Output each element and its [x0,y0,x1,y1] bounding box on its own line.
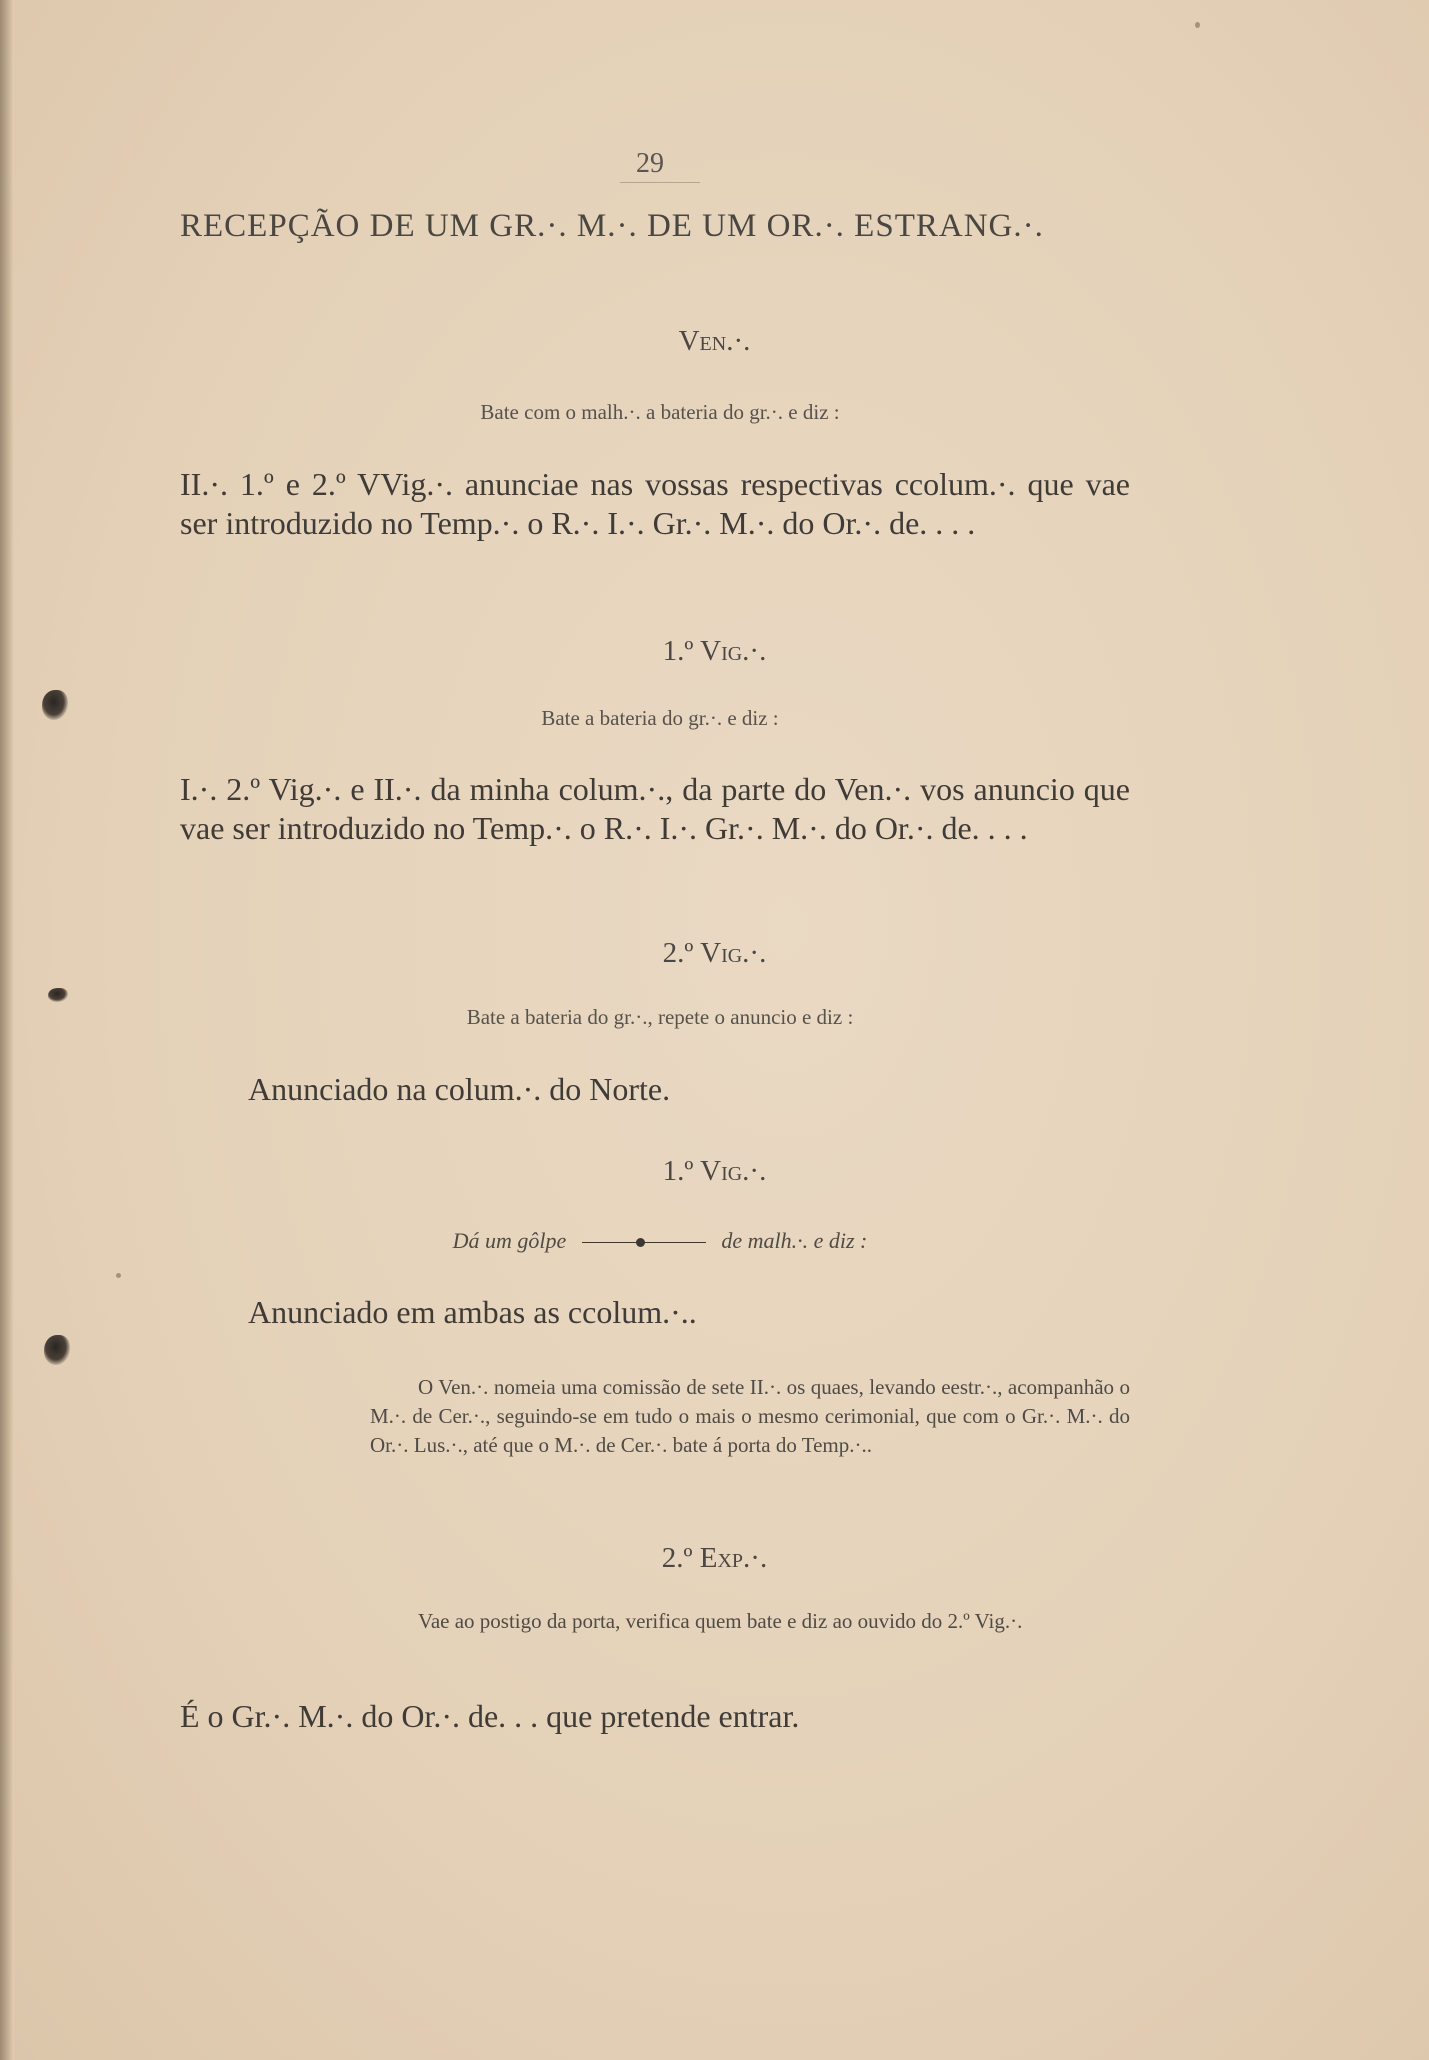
stage-direction: Vae ao postigo da porta, verifica quem bate e diz ao ouvido do 2.º Vig.·. [418,1609,1023,1633]
stage-direction-right: de malh.·. e diz : [721,1228,868,1253]
speaker-heading: 1.º Vig.·. [662,635,767,667]
speaker-heading: 2.º Vig.·. [662,937,767,969]
page-number: 29 [636,148,664,179]
paper-spot [1195,22,1200,28]
stage-direction-left: Dá um gôlpe [452,1228,567,1253]
speech-paragraph: I.·. 2.º Vig.·. e II.·. da minha colum.·., da parte do Ven.·. vos anuncio que vae ser introduzido no Temp.·. o R.·. I.·. Gr.·. M.·. do Or.·. de. . . . [180,771,1130,846]
speaker-heading: Ven.·. [678,325,751,357]
speech-paragraph: Anunciado em ambas as ccolum.·.. [248,1294,697,1330]
page-binding-edge [0,0,14,2060]
stage-direction: Bate a bateria do gr.·., repete o anuncio e diz : [466,1005,854,1029]
stage-direction [180,1228,1140,1254]
ornamental-rule [582,1242,706,1243]
speaker-heading: 1.º Vig.·. [662,1155,767,1187]
narrative-note: O Ven.·. nomeia uma comissão de sete II.·. os quaes, levando eestr.·., acompanhão o M.·. de Cer.·., seguindo-se em tudo o mais o mesmo cerimonial, que com o Gr.·. M.·. do Or.·. Lus.·., até que o M.·. de Cer.·. bate á porta do Temp.·.. [370,1375,1130,1457]
page-title: RECEPÇÃO DE UM GR.·. M.·. DE UM OR.·. ESTRANG.·. [180,208,1044,244]
speech-paragraph: II.·. 1.º e 2.º VVig.·. anunciae nas vossas respectivas ccolum.·. que vae ser introduzido no Temp.·. o R.·. I.·. Gr.·. M.·. do Or.·. de. . . . [180,466,1130,541]
stage-direction: Bate com o malh.·. a bateria do gr.·. e diz : [480,400,840,424]
speaker-heading: 2.º Exp.·. [661,1542,768,1574]
speech-paragraph: Anunciado na colum.·. do Norte. [248,1071,671,1107]
stage-direction: Bate a bateria do gr.·. e diz : [541,706,779,730]
paper-spot [116,1273,121,1278]
speech-paragraph: É o Gr.·. M.·. do Or.·. de. . . que pretende entrar. [180,1698,800,1734]
page-number-rule [620,182,700,183]
